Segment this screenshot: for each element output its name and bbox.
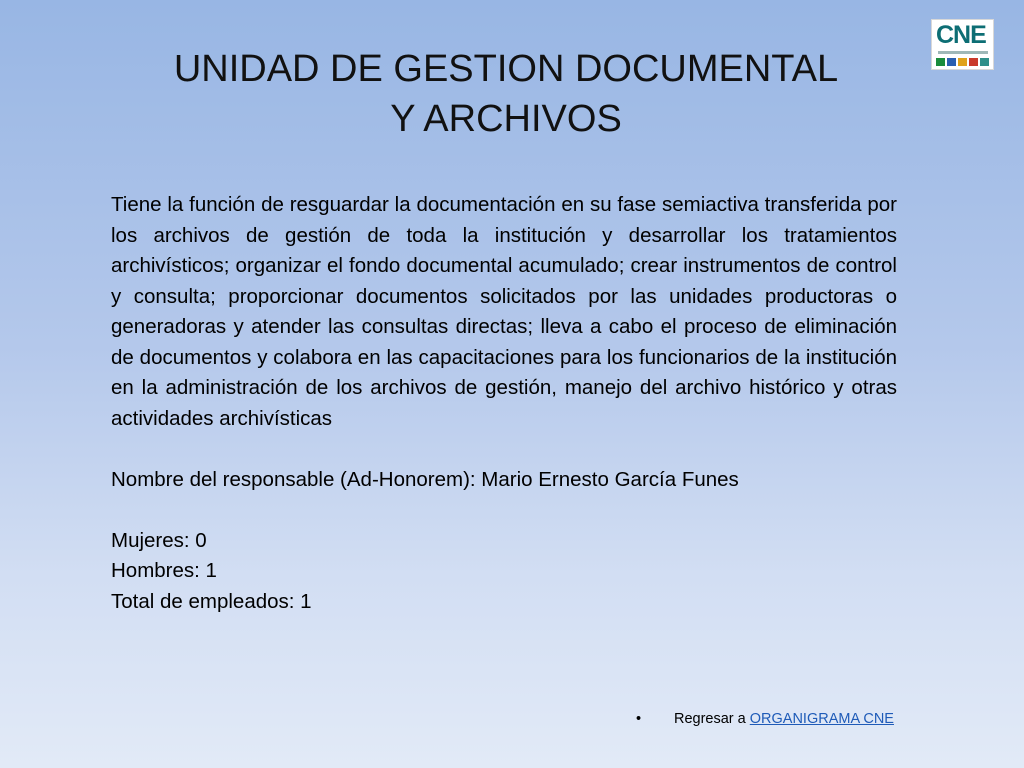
title-line-2: Y ARCHIVOS bbox=[390, 98, 622, 140]
logo-square bbox=[958, 58, 967, 66]
logo-square bbox=[980, 58, 989, 66]
men-count: Hombres: 1 bbox=[111, 559, 217, 582]
spacer bbox=[111, 434, 897, 465]
logo-color-squares bbox=[936, 58, 989, 66]
unit-description: Tiene la función de resguardar la documentación en su fase semiactiva transferida por los archivos de gestión de toda la institución y desarrollar los tratamientos archivísticos; organizar el fondo documental acumulado; crear instrumentos de control y consulta; proporcionar documentos solicitados por las unidades productoras o generadoras y atender las consultas directas; lleva a cabo el proceso de eliminación de documentos y colabora en las capacitaciones para los funcionarios de la institución en la administración de los archivos de gestión, manejo del archivo histórico y otras actividades archivísticas bbox=[111, 193, 897, 430]
organigrama-link[interactable]: ORGANIGRAMA CNE bbox=[749, 711, 894, 727]
footer-prefix: Regresar a bbox=[674, 711, 746, 727]
spacer bbox=[111, 495, 897, 526]
bullet-icon: • bbox=[636, 711, 642, 727]
responsible-name: Nombre del responsable (Ad-Honorem): Mario Ernesto García Funes bbox=[111, 467, 739, 491]
women-count: Mujeres: 0 bbox=[111, 528, 207, 552]
title-line-1: UNIDAD DE GESTION DOCUMENTAL bbox=[173, 48, 839, 90]
logo-text: CNE bbox=[936, 21, 986, 49]
logo-square bbox=[947, 58, 956, 66]
cne-logo bbox=[931, 19, 994, 70]
logo-subtitle-bar bbox=[938, 51, 988, 54]
total-employees: Total de empleados: 1 bbox=[111, 589, 312, 613]
slide-title bbox=[100, 44, 912, 144]
logo-square bbox=[969, 58, 978, 66]
logo-square bbox=[936, 58, 945, 66]
footer-nav bbox=[636, 709, 894, 729]
slide-content bbox=[111, 190, 897, 617]
